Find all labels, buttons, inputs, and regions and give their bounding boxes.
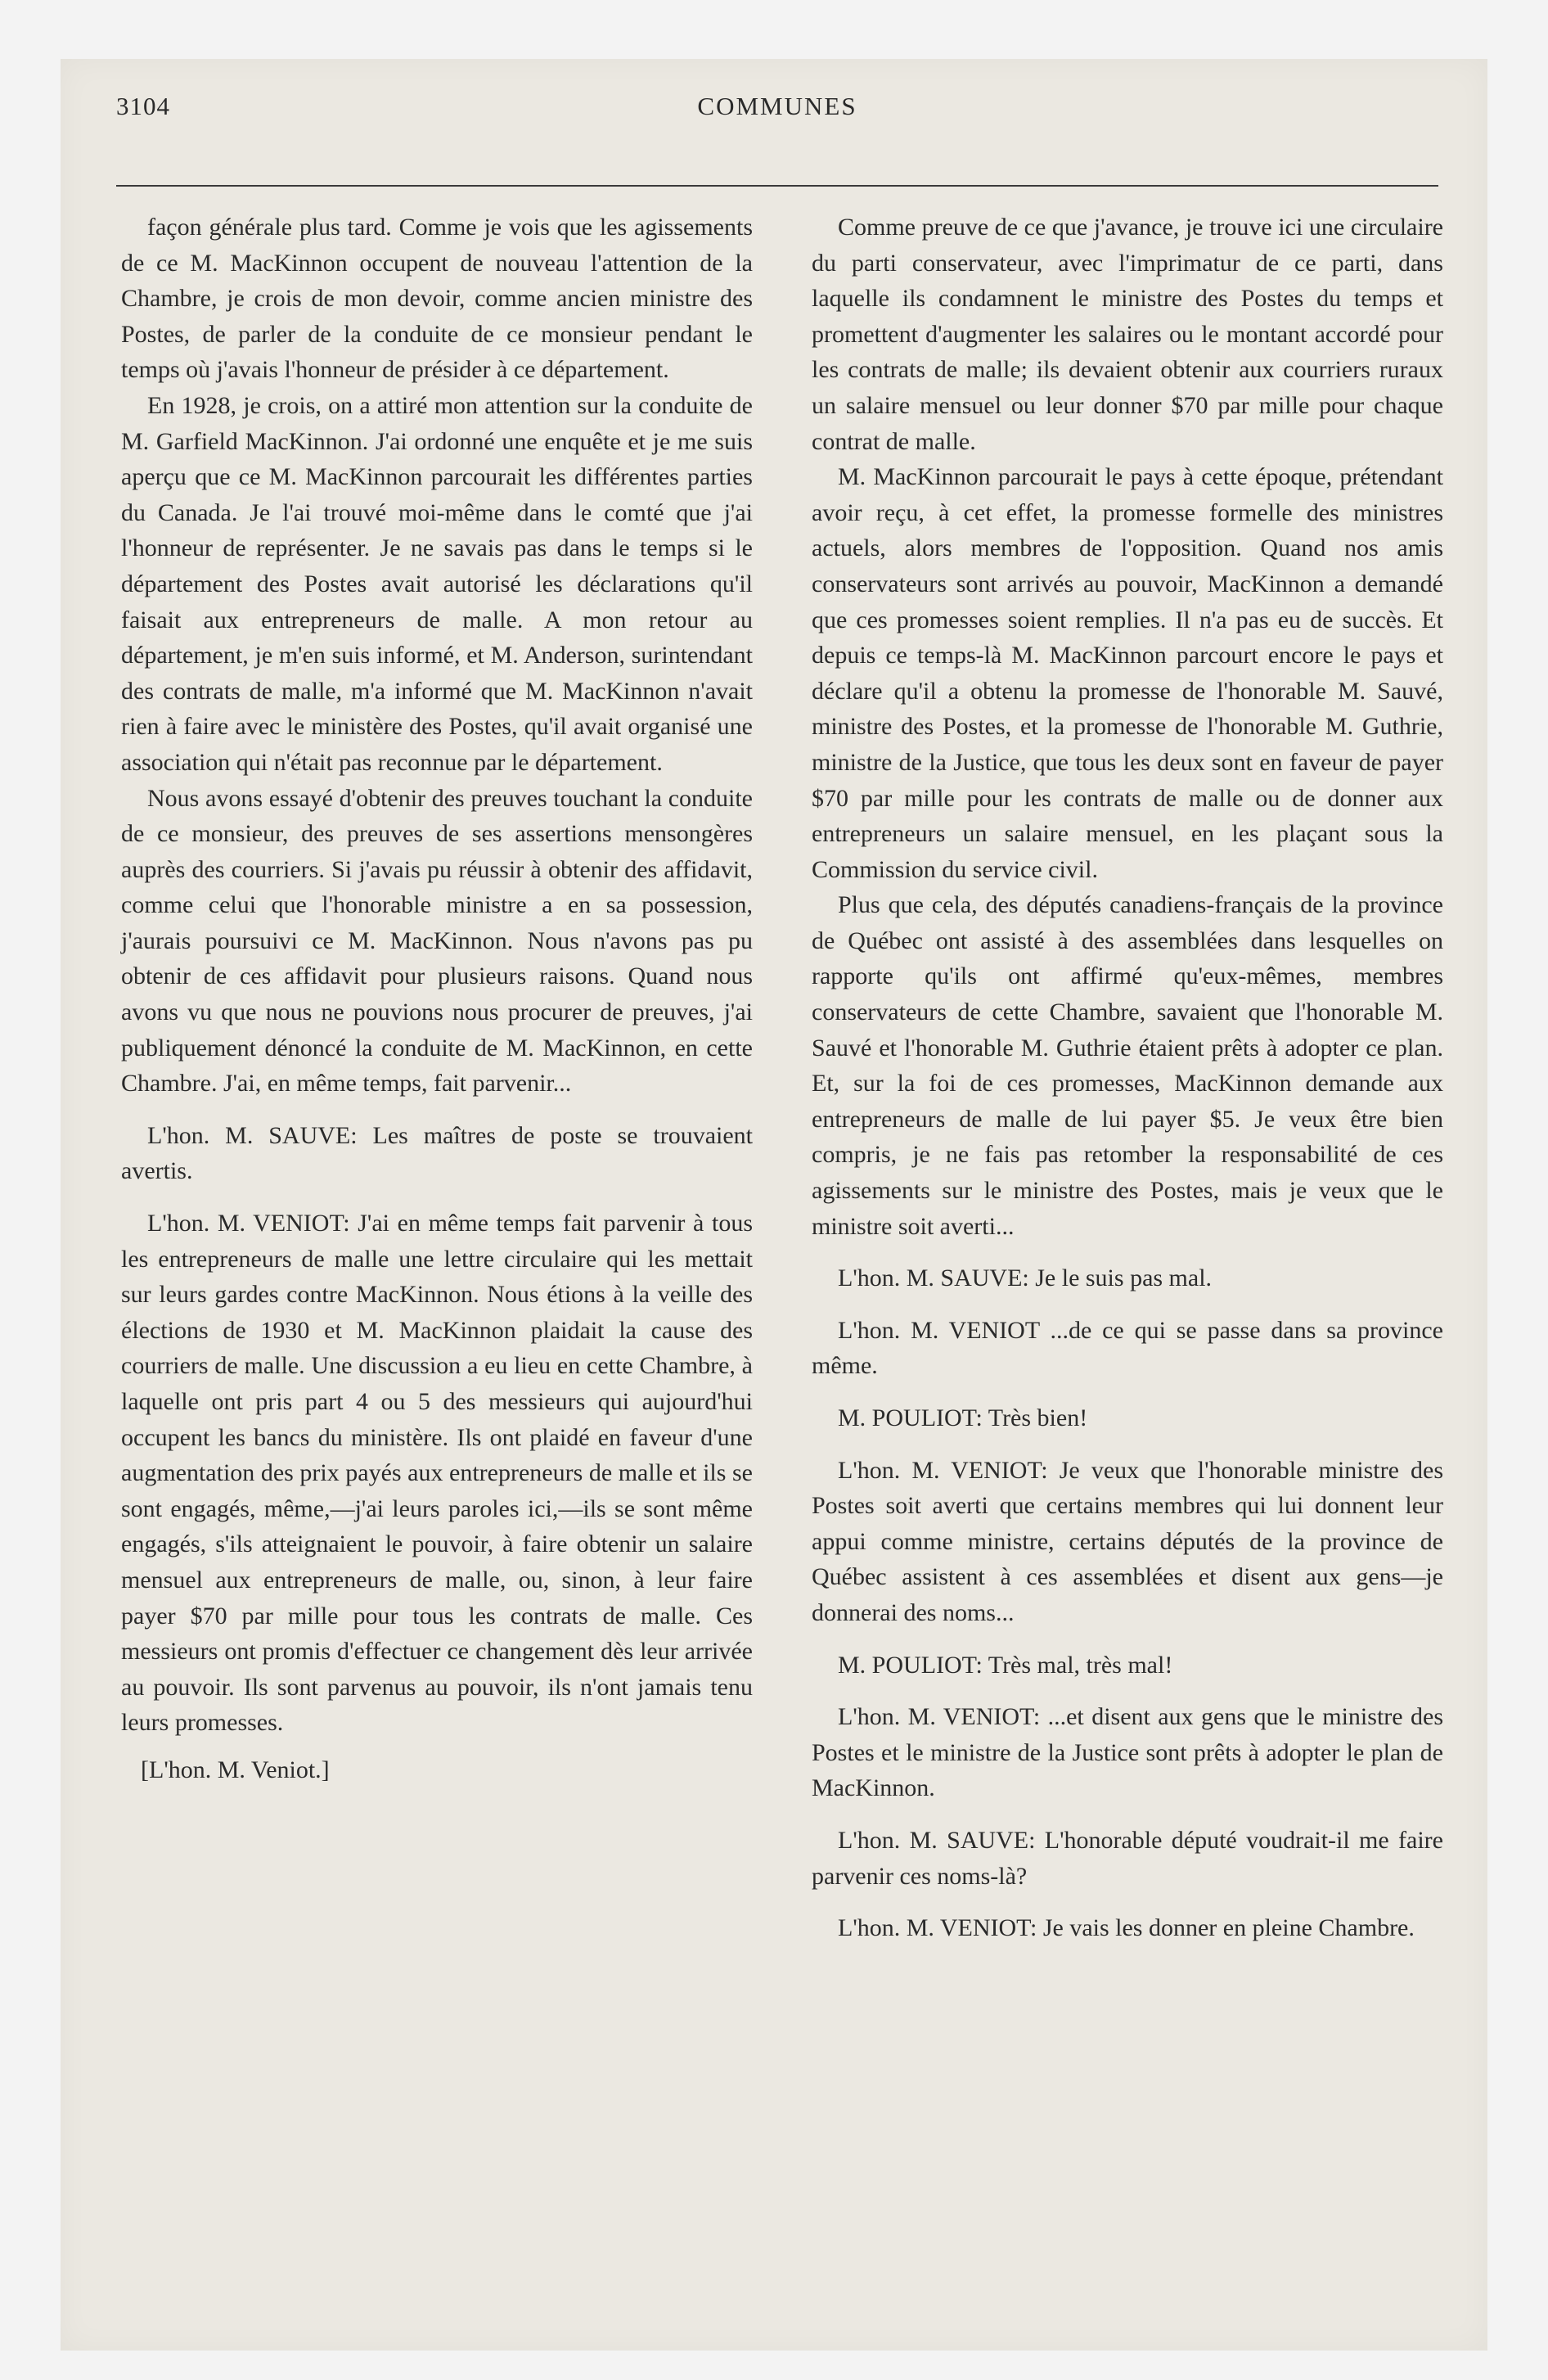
speech-paragraph: L'hon. M. VENIOT ...de ce qui se passe dans sa province même. xyxy=(812,1316,1443,1380)
paragraph: Comme preuve de ce que j'avance, je trouve ici une circulaire du parti conservateur, avec l'imprimatur de ce parti, dans laquelle ils condamnent le ministre des Postes du temps et promettent d'augmenter les salaires ou le montant accordé pour les contrats de malle; ils devaient obtenir aux courriers ruraux un salaire mensuel ou leur donner $70 par mille pour chaque contrat de malle. xyxy=(812,214,1443,455)
speaker-footnote: [L'hon. M. Veniot.] xyxy=(141,1756,330,1783)
paragraph: façon générale plus tard. Comme je vois que les agissements de ce M. MacKinnon occupent de nouveau l'attention de la Chambre, je crois de mon devoir, comme ancien ministre des Postes, de parler de la conduite de ce monsieur pendant le temps où j'avais l'honneur de présider à ce département. xyxy=(121,214,753,384)
speech-paragraph: M. POULIOT: Très mal, très mal! xyxy=(838,1651,1173,1679)
speech-paragraph: L'hon. M. SAUVE: L'honorable député voudrait-il me faire parvenir ces noms-là? xyxy=(812,1826,1443,1890)
page-header-title: COMMUNES xyxy=(697,92,857,120)
header-rule xyxy=(116,185,1438,187)
speech-paragraph: L'hon. M. SAUVE: Les maîtres de poste se trouvaient avertis. xyxy=(121,1121,753,1185)
speech-paragraph: L'hon. M. VENIOT: J'ai en même temps fait parvenir à tous les entrepreneurs de malle une lettre circulaire qui les mettait sur leurs gardes contre MacKinnon. Nous étions à la veille des élections de 1930 et M. MacKinnon plaidait la cause des courriers de malle. Une discussion a eu lieu en cette Chambre, à laquelle ont pris part 4 ou 5 des messieurs qui aujourd'hui occupent les bancs du ministère. Ils ont plaidé en faveur d'une augmentation des prix payés aux entrepreneurs de malle et ils se sont engagés, même,—j'ai leurs paroles ici,—ils se sont même engagés, s'ils atteignaient le pouvoir, à faire obtenir un salaire mensuel aux entrepreneurs de malle, ou, sinon, à leur faire payer $70 par mille pour tous les contrats de malle. Ces messieurs ont promis d'effectuer ce changement dès leur arrivée au pouvoir. Ils sont parvenus au pouvoir, ils n'ont jamais tenu leurs promesses. xyxy=(121,1210,753,1737)
right-column xyxy=(812,210,1443,1946)
left-column xyxy=(121,210,753,1788)
paragraph: M. MacKinnon parcourait le pays à cette époque, prétendant avoir reçu, à cet effet, la promesse formelle des ministres actuels, alors membres de l'opposition. Quand nos amis conservateurs sont arrivés au pouvoir, MacKinnon a demandé que ces promesses soient remplies. Il n'a pas eu de succès. Et depuis ce temps-là M. MacKinnon parcourt encore le pays et déclare qu'il a obtenu la promesse de l'honorable M. Sauvé, ministre des Postes, et la promesse de l'honorable M. Guthrie, ministre de la Justice, que tous les deux sont en faveur de payer $70 par mille pour les contrats de malle ou de donner aux entrepreneurs un salaire mensuel, en les plaçant sous la Commission du service civil. xyxy=(812,463,1443,883)
paragraph: Nous avons essayé d'obtenir des preuves touchant la conduite de ce monsieur, des preuves de ses assertions mensongères auprès des courriers. Si j'avais pu réussir à obtenir des affidavit, comme celui que l'honorable ministre a en sa possession, j'aurais poursuivi ce M. MacKinnon. Nous n'avons pas pu obtenir de ces affidavit pour plusieurs raisons. Quand nous avons vu que nous ne pouvions nous procurer de preuves, j'ai publiquement dénoncé la conduite de M. MacKinnon, en cette Chambre. J'ai, en même temps, fait parvenir... xyxy=(121,784,753,1098)
speech-paragraph: L'hon. M. VENIOT: Je veux que l'honorable ministre des Postes soit averti que certains membres qui lui donnent leur appui comme ministre, certains députés de la province de Québec assistent à ces assemblées et disent aux gens—je donnerai des noms... xyxy=(812,1456,1443,1626)
speech-paragraph: L'hon. M. VENIOT: ...et disent aux gens que le ministre des Postes et le ministre de la Justice sont prêts à adopter le plan de MacKinnon. xyxy=(812,1703,1443,1802)
page-number: 3104 xyxy=(116,92,170,120)
speech-paragraph: L'hon. M. VENIOT: Je vais les donner en pleine Chambre. xyxy=(838,1914,1415,1942)
speech-paragraph: M. POULIOT: Très bien! xyxy=(838,1404,1088,1431)
paragraph: En 1928, je crois, on a attiré mon attention sur la conduite de M. Garfield MacKinnon. J'ai ordonné une enquête et je me suis aperçu que ce M. MacKinnon parcourait les différentes parties du Canada. Je l'ai trouvé moi-même dans le comté que j'ai l'honneur de représenter. Je ne savais pas dans le temps si le département des Postes avait autorisé les déclarations qu'il faisait aux entrepreneurs de malle. A mon retour au département, je m'en suis informé, et M. Anderson, surintendant des contrats de malle, m'a informé que M. MacKinnon n'avait rien à faire avec le ministère des Postes, qu'il avait organisé une association qui n'était pas reconnue par le département. xyxy=(121,391,753,776)
paragraph: Plus que cela, des députés canadiens-français de la province de Québec ont assisté à des assemblées dans lesquelles on rapporte qu'ils ont affirmé qu'eux-mêmes, membres conservateurs de cette Chambre, savaient que l'honorable M. Sauvé et l'honorable M. Guthrie étaient prêts à adopter ce plan. Et, sur la foi de ces promesses, MacKinnon demande aux entrepreneurs de malle de lui payer $5. Je veux être bien compris, je ne fais pas retomber la responsabilité de ces agissements sur le ministre des Postes, mais je veux que le ministre soit averti... xyxy=(812,891,1443,1240)
running-head xyxy=(116,82,1438,139)
speech-paragraph: L'hon. M. SAUVE: Je le suis pas mal. xyxy=(838,1264,1213,1292)
